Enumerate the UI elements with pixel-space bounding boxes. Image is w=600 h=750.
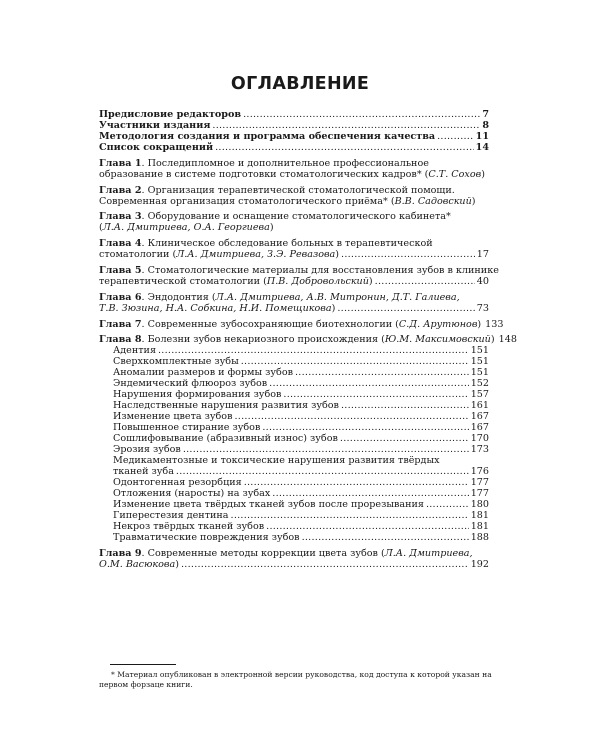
chapter-author: Л.А. Дмитриева, А.В. Митронин, Д.Т. Галиева, bbox=[215, 291, 460, 303]
page-number: 181 bbox=[470, 521, 489, 533]
toc-subentry[interactable] bbox=[99, 433, 489, 444]
subsection-title: Наследственные нарушения развития зубов bbox=[113, 400, 339, 412]
leader-dots bbox=[341, 400, 469, 411]
paren-close: ) bbox=[175, 559, 179, 571]
page-number: 161 bbox=[470, 400, 489, 412]
chapter-author: С.Т. Сохов bbox=[428, 168, 482, 180]
page-number: 188 bbox=[470, 532, 489, 544]
page-number: 151 bbox=[470, 367, 489, 379]
leader-dots bbox=[244, 477, 469, 488]
leader-dots bbox=[158, 345, 469, 356]
chapter-title: . Современные зубосохраняющие биотехнологии ( bbox=[141, 318, 399, 330]
page-number: 173 bbox=[470, 444, 489, 456]
toc-subentry[interactable] bbox=[99, 477, 489, 488]
leader-dots bbox=[215, 142, 474, 153]
page-number: 181 bbox=[470, 510, 489, 522]
leader-dots bbox=[295, 367, 469, 378]
chapter-title: . Эндодонтия ( bbox=[141, 291, 216, 303]
subsection-title-cont: тканей зуба bbox=[113, 466, 174, 478]
paren-close: ) bbox=[477, 318, 482, 330]
toc-subentry[interactable] bbox=[99, 356, 489, 367]
chapter-author: П.В. Добровольский bbox=[266, 275, 369, 287]
toc-subentry[interactable] bbox=[99, 378, 489, 389]
toc-subentry[interactable] bbox=[99, 411, 489, 422]
chapter-title: . Болезни зубов некариозного происхождения ( bbox=[141, 334, 385, 346]
chapter-author: Л.А. Дмитриева, bbox=[384, 548, 473, 560]
toc-entry-chapter-2[interactable] bbox=[99, 185, 489, 207]
leader-dots bbox=[302, 532, 469, 543]
leader-dots bbox=[231, 510, 469, 521]
leader-dots bbox=[262, 422, 468, 433]
toc-entry-chapter-6[interactable] bbox=[99, 292, 489, 314]
chapter-label: Глава 1 bbox=[99, 157, 142, 169]
subsection-title: Эндемический флюороз зубов bbox=[113, 378, 268, 390]
page-number: 176 bbox=[470, 466, 489, 478]
chapter-title-cont: Современная организация стоматологического приёма* ( bbox=[99, 195, 395, 207]
chapter-title-cont: образование в системе подготовки стоматологических кадров* ( bbox=[99, 168, 429, 180]
chapter-author-cont: Т.В. Зюзина, Н.А. Собкина, Н.И. Помещикова bbox=[99, 302, 332, 314]
leader-dots bbox=[212, 120, 480, 131]
page-number: 11 bbox=[475, 131, 489, 142]
leader-dots bbox=[337, 303, 474, 314]
paren-close: ) bbox=[481, 168, 485, 180]
chapter-title: . Организация терапевтической стоматологической помощи. bbox=[141, 184, 455, 196]
leader-dots bbox=[272, 488, 468, 499]
subsection-title: Гиперестезия дентина bbox=[113, 510, 229, 522]
toc-entry-abbreviations[interactable] bbox=[99, 142, 489, 153]
chapter-label: Глава 4 bbox=[99, 238, 142, 250]
chapter-author: В.В. Садовский bbox=[394, 195, 472, 207]
chapter-title: . Клиническое обследование больных в терапевтической bbox=[141, 238, 433, 250]
page-number: 17 bbox=[476, 249, 489, 261]
subsection-title: Нарушения формирования зубов bbox=[113, 389, 282, 401]
page-number: 170 bbox=[470, 433, 489, 445]
page-number: 157 bbox=[470, 389, 489, 401]
table-of-contents bbox=[99, 109, 517, 571]
paren-close: ) bbox=[331, 302, 336, 314]
entry-title: Список сокращений bbox=[99, 142, 214, 153]
entry-title: Методология создания и программа обеспечения качества bbox=[99, 131, 436, 142]
page-number: 8 bbox=[482, 120, 489, 131]
page-number: 177 bbox=[470, 477, 489, 489]
subsection-title: Сошлифовывание (абразивный износ) зубов bbox=[113, 433, 338, 445]
toc-entry-chapter-1[interactable] bbox=[99, 158, 489, 180]
paren-close: ) bbox=[471, 195, 476, 207]
leader-dots bbox=[375, 276, 475, 287]
page-number: 14 bbox=[475, 142, 489, 153]
subsection-title: Одонтогенная резорбция bbox=[113, 477, 242, 489]
chapter-label: Глава 2 bbox=[99, 184, 142, 196]
subsection-title: Эрозия зубов bbox=[113, 444, 181, 456]
page-number: 73 bbox=[476, 302, 489, 314]
footnote: * Материал опубликован в электронной версии руководства, код доступа к которой указан на первом форзаце книги. bbox=[99, 670, 492, 689]
leader-dots bbox=[181, 559, 469, 570]
leader-dots bbox=[176, 466, 469, 477]
toc-entry-chapter-7[interactable] bbox=[99, 318, 504, 330]
toc-entry-chapter-8[interactable] bbox=[99, 334, 517, 346]
page-number: 148 bbox=[498, 334, 517, 346]
chapter-author-cont: О.М. Васюкова bbox=[99, 559, 176, 571]
page-number: 40 bbox=[476, 275, 489, 287]
chapter-label: Глава 7 bbox=[99, 318, 142, 330]
page-number: 167 bbox=[470, 422, 489, 434]
page-number: 7 bbox=[482, 109, 489, 120]
leader-dots bbox=[341, 249, 475, 260]
toc-subentry[interactable] bbox=[99, 521, 489, 532]
leader-dots bbox=[269, 378, 469, 389]
leader-dots bbox=[283, 389, 468, 400]
leader-dots bbox=[266, 521, 469, 532]
subsection-title: Сверхкомплектные зубы bbox=[113, 356, 239, 368]
page-number: 151 bbox=[470, 356, 489, 368]
subsection-title: Некроз твёрдых тканей зубов bbox=[113, 521, 265, 533]
footnote-rule bbox=[110, 664, 176, 665]
paren-close: ) bbox=[490, 334, 495, 346]
entry-title: Участники издания bbox=[99, 120, 211, 131]
toc-subentry[interactable] bbox=[99, 488, 489, 499]
leader-dots bbox=[426, 499, 469, 510]
paren-close: ) bbox=[368, 275, 373, 287]
leader-dots bbox=[437, 131, 474, 142]
toc-subentry[interactable] bbox=[99, 422, 489, 433]
subsection-title: Адентия bbox=[113, 345, 156, 357]
toc-subentry[interactable] bbox=[99, 444, 489, 455]
paren-open: ( bbox=[99, 222, 103, 234]
toc-subentry[interactable] bbox=[99, 455, 489, 477]
page-title: ОГЛАВЛЕНИЕ bbox=[230, 74, 370, 94]
toc-entry-chapter-4[interactable] bbox=[99, 238, 489, 260]
toc-subentry[interactable] bbox=[99, 367, 489, 378]
leader-dots bbox=[241, 356, 469, 367]
paren-close: ) bbox=[335, 249, 340, 261]
chapter-label: Глава 9 bbox=[99, 548, 142, 560]
page-number: 167 bbox=[470, 411, 489, 423]
page-number: 192 bbox=[470, 559, 489, 571]
chapter-title-cont: стоматологии ( bbox=[99, 249, 177, 261]
chapter-author: Л.А. Дмитриева, З.Э. Ревазова bbox=[176, 249, 336, 261]
subsection-title: Травматические повреждения зубов bbox=[113, 532, 300, 544]
toc-subentry[interactable] bbox=[99, 499, 489, 510]
toc-entry-chapter-5[interactable] bbox=[99, 264, 499, 287]
toc-entry-contributors[interactable] bbox=[99, 120, 489, 131]
toc-entry-preface[interactable] bbox=[99, 109, 489, 120]
toc-entry-methodology[interactable] bbox=[99, 131, 489, 142]
subsection-title: Медикаментозные и токсические нарушения развития твёрдых bbox=[113, 455, 440, 467]
toc-subentry[interactable] bbox=[99, 532, 489, 543]
toc-subentry[interactable] bbox=[99, 400, 489, 411]
subsection-title: Изменение цвета твёрдых тканей зубов после прорезывания bbox=[113, 499, 424, 511]
page-number: 177 bbox=[470, 488, 489, 500]
chapter-label: Глава 3 bbox=[99, 211, 142, 223]
toc-subentry[interactable] bbox=[99, 510, 489, 521]
page-number: 152 bbox=[470, 378, 489, 390]
leader-dots bbox=[243, 109, 480, 120]
leader-dots bbox=[183, 444, 469, 455]
toc-entry-chapter-9[interactable] bbox=[99, 548, 489, 570]
leader-dots bbox=[234, 411, 468, 422]
subsection-title: Повышенное стирание зубов bbox=[113, 422, 261, 434]
subsection-title: Изменение цвета зубов bbox=[113, 411, 233, 423]
page-number: 180 bbox=[470, 499, 489, 511]
chapter-title: . Стоматологические материалы для восстановления зубов в клинике bbox=[141, 264, 499, 276]
chapter-label: Глава 5 bbox=[99, 264, 142, 276]
chapter-author: Л.А. Дмитриева, О.А. Георгиева bbox=[102, 222, 270, 234]
chapter-title: . Оборудование и оснащение стоматологического кабинета* bbox=[141, 211, 451, 223]
chapter-author: С.Д. Арутюнов bbox=[398, 318, 478, 330]
chapter-author: Ю.М. Максимовский bbox=[384, 334, 491, 346]
page-number: 133 bbox=[485, 318, 504, 330]
chapter-label: Глава 6 bbox=[99, 291, 142, 303]
page-number: 151 bbox=[470, 345, 489, 357]
chapter-title: . Последипломное и дополнительное профессиональное bbox=[141, 157, 429, 169]
chapter-title: . Современные методы коррекции цвета зубов ( bbox=[141, 548, 385, 560]
paren-close: ) bbox=[269, 222, 274, 234]
subsection-title: Аномалии размеров и формы зубов bbox=[113, 367, 293, 379]
entry-title: Предисловие редакторов bbox=[99, 109, 242, 120]
chapter-label: Глава 8 bbox=[99, 334, 142, 346]
toc-subentry[interactable] bbox=[99, 345, 489, 356]
leader-dots bbox=[340, 433, 469, 444]
toc-subentry[interactable] bbox=[99, 389, 489, 400]
subsection-title: Отложения (наросты) на зубах bbox=[113, 488, 271, 500]
chapter-title-cont: терапевтической стоматологии ( bbox=[99, 275, 267, 287]
toc-entry-chapter-3[interactable] bbox=[99, 211, 489, 233]
